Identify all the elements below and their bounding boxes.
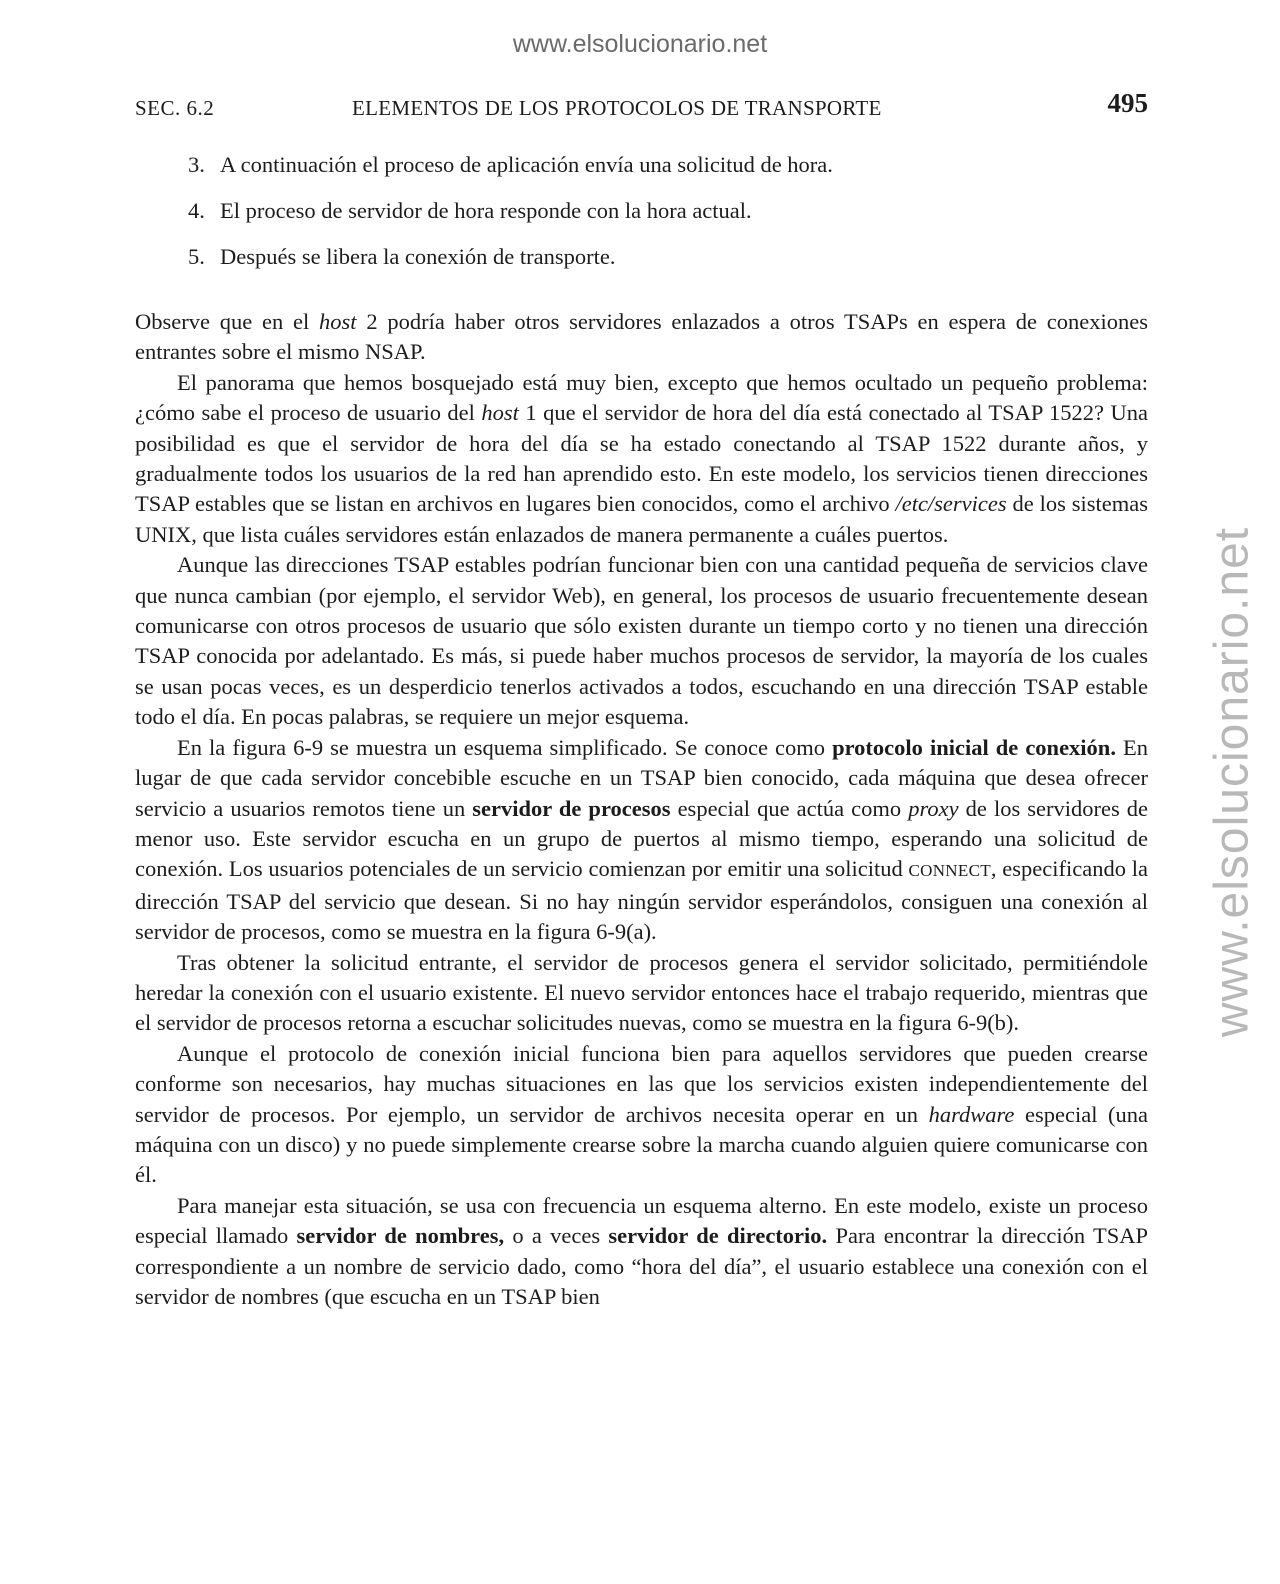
- term: protocolo inicial de conexión.: [832, 734, 1116, 760]
- emphasis: proxy: [908, 795, 959, 821]
- primitive-name: CONNECT: [908, 861, 991, 881]
- step-text: El proceso de servidor de hora responde con la hora actual.: [220, 198, 752, 223]
- emphasis: host: [319, 309, 357, 334]
- paragraph: El panorama que hemos bosquejado está muy bien, excepto que hemos ocultado un pequeño problema: ¿cómo sabe el proceso de usuario del host 1 que el servidor de hora del día está conectado al TSAP 1522? Una posibilidad es que el servidor de hora del día se ha estado conectando al TSAP 1522 durante años, y gradualmente todos los usuarios de la red han aprendido esto. En este modelo, los servicios tienen direcciones TSAP estables que se listan en archivos en lugares bien conocidos, como el archivo /etc/services de los sistemas UNIX, que lista cuáles servidores están enlazados de manera permanente a cuáles puertos.: [135, 369, 1148, 547]
- body-text: [135, 307, 1148, 1312]
- running-head: [135, 88, 1148, 126]
- emphasis: host: [481, 400, 519, 426]
- list-item: [188, 196, 1148, 226]
- step-number: 5.: [188, 244, 205, 269]
- paragraph: Para manejar esta situación, se usa con frecuencia un esquema alterno. En este modelo, existe un proceso especial llamado servidor de nombres, o a veces servidor de directorio. Para encontrar la dirección TSAP correspondiente a un nombre de servicio dado, como “hora del día”, el usuario establece una conexión con el servidor de nombres (que escucha en un TSAP bien: [135, 1192, 1149, 1309]
- step-number: 4.: [188, 198, 205, 223]
- page-number: 495: [1107, 88, 1148, 118]
- paragraph: Aunque el protocolo de conexión inicial funciona bien para aquellos servidores que pueden crearse conforme son necesarios, hay muchas situaciones en las que los servicios existen independientemente del servidor de procesos. Por ejemplo, un servidor de archivos necesita operar en un hardware especial (una máquina con un disco) y no puede simplemente crearse sobre la marcha cuando alguien quiere comunicarse con él.: [135, 1040, 1149, 1188]
- step-list: [188, 150, 1148, 288]
- watermark-side: www.elsolucionario.net: [1205, 526, 1259, 1038]
- step-text: Después se libera la conexión de transporte.: [220, 244, 616, 269]
- term: servidor de nombres,: [296, 1223, 505, 1249]
- list-item: [188, 242, 1148, 272]
- step-number: 3.: [188, 152, 205, 177]
- paragraph: Tras obtener la solicitud entrante, el servidor de procesos genera el servidor solicitado, permitiéndole heredar la conexión con el usuario existente. El nuevo servidor entonces hace el trabajo requerido, mientras que el servidor de procesos retorna a escuchar solicitudes nuevas, como se muestra en la figura 6-9(b).: [135, 949, 1148, 1036]
- paragraph: En la figura 6-9 se muestra un esquema simplificado. Se conoce como protocolo inicial de conexión. En lugar de que cada servidor concebible escuche en un TSAP bien conocido, cada máquina que desea ofrecer servicio a usuarios remotos tiene un servidor de procesos especial que actúa como proxy de los servidores de menor uso. Este servidor escucha en un grupo de puertos al mismo tiempo, esperando una solicitud de conexión. Los usuarios potenciales de un servicio comienzan por emitir una solicitud CONNECT, especificando la dirección TSAP del servicio que desean. Si no hay ningún servidor esperándolos, consiguen una conexión al servidor de procesos, como se muestra en la figura 6-9(a).: [135, 734, 1149, 945]
- term: servidor de directorio.: [608, 1223, 828, 1249]
- file-path: /etc/services: [895, 491, 1007, 517]
- chapter-title: ELEMENTOS DE LOS PROTOCOLOS DE TRANSPORTE: [352, 96, 882, 120]
- step-text: A continuación el proceso de aplicación envía una solicitud de hora.: [220, 152, 833, 177]
- section-number: SEC. 6.2: [135, 96, 215, 120]
- term: servidor de procesos: [472, 795, 671, 821]
- watermark-top: www.elsolucionario.net: [512, 30, 768, 58]
- paragraph: Observe que en el host 2 podría haber otros servidores enlazados a otros TSAPs en espera de conexiones entrantes sobre el mismo NSAP.: [135, 309, 1148, 365]
- paragraph: Aunque las direcciones TSAP estables podrían funcionar bien con una cantidad pequeña de servicios clave que nunca cambian (por ejemplo, el servidor Web), en general, los procesos de usuario frecuentemente desean comunicarse con otros procesos de usuario que sólo existen durante un tiempo corto y no tienen una dirección TSAP conocida por adelantado. Es más, si puede haber muchos procesos de servidor, la mayoría de los cuales se usan pocas veces, es un desperdicio tenerlos activados a todos, escuchando en una dirección TSAP estable todo el día. En pocas palabras, se requiere un mejor esquema.: [135, 552, 1148, 730]
- list-item: [188, 150, 1148, 180]
- emphasis: hardware: [928, 1101, 1015, 1127]
